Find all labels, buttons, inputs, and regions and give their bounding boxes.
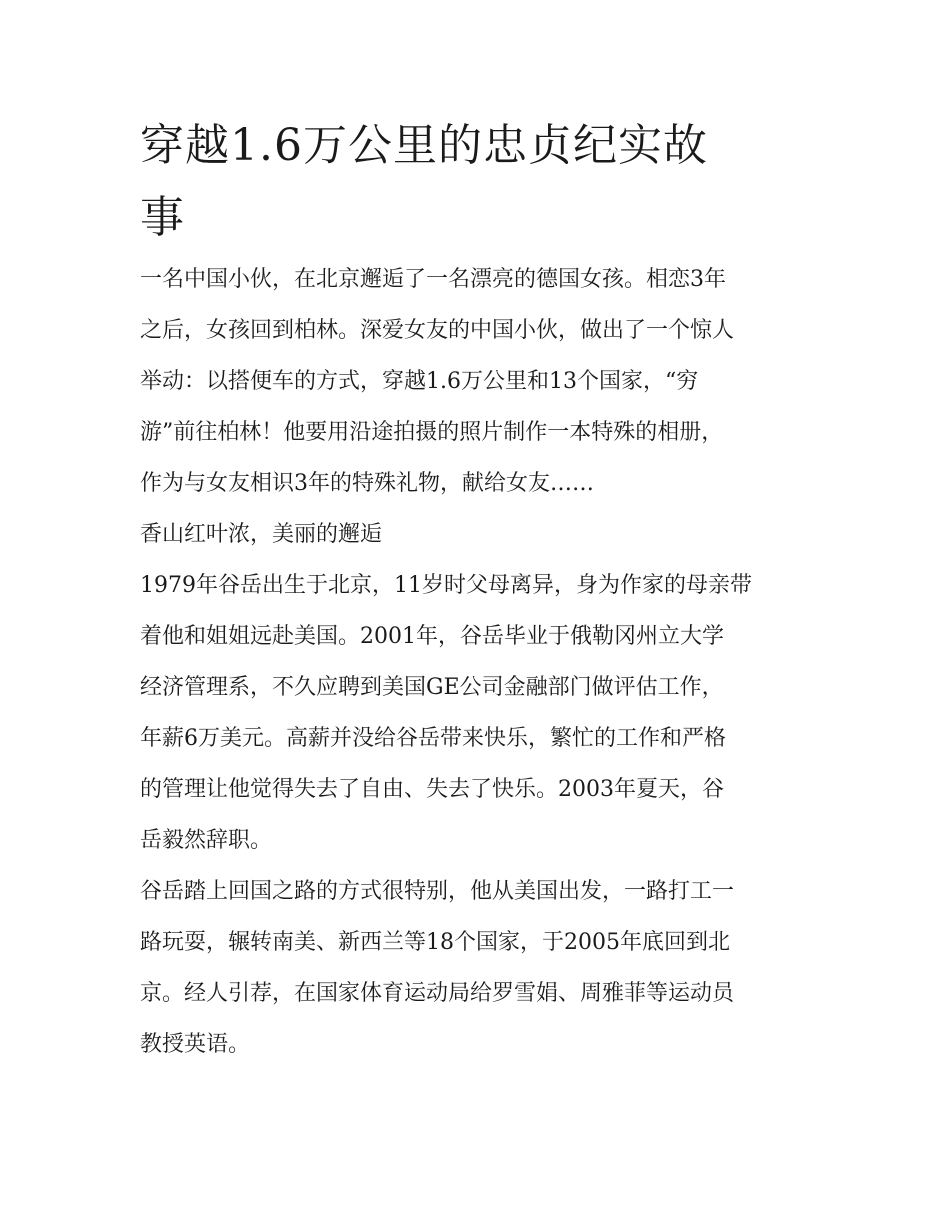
section-subheading — [140, 509, 812, 560]
text-line: 京。经人引荐，在国家体育运动局给罗雪娟、周雅菲等运动员 — [140, 981, 735, 1006]
title-line: 穿越1.6万公里的忠贞纪实故 — [140, 120, 708, 171]
text-line: 岳毅然辞职。 — [140, 828, 273, 853]
text-line: 作为与女友相识3年的特殊礼物，献给女友…… — [140, 471, 594, 496]
article-title — [140, 110, 812, 254]
text-line: 着他和姐姐远赴美国。2001年，谷岳毕业于俄勒冈州立大学 — [140, 624, 724, 649]
text-line: 教授英语。 — [140, 1032, 251, 1057]
subheading-text: 香山红叶浓，美丽的邂逅 — [140, 522, 383, 547]
text-line: 1979年谷岳出生于北京，11岁时父母离异，身为作家的母亲带 — [140, 573, 752, 598]
text-line: 一名中国小伙，在北京邂逅了一名漂亮的德国女孩。相恋3年 — [140, 267, 726, 292]
title-line: 事 — [140, 192, 185, 243]
text-line: 路玩耍，辗转南美、新西兰等18个国家，于2005年底回到北 — [140, 930, 730, 955]
lead-paragraph — [140, 254, 812, 509]
document-page — [140, 110, 812, 1070]
body-paragraph-2 — [140, 866, 812, 1070]
body-paragraph-1 — [140, 560, 812, 866]
text-line: 年薪6万美元。高薪并没给谷岳带来快乐，繁忙的工作和严格 — [140, 726, 726, 751]
text-line: 的管理让他觉得失去了自由、失去了快乐。2003年夏天，谷 — [140, 777, 724, 802]
text-line: 谷岳踏上回国之路的方式很特别，他从美国出发，一路打工一 — [140, 879, 735, 904]
text-line: 游”前往柏林！他要用沿途拍摄的照片制作一本特殊的相册， — [140, 420, 724, 445]
text-line: 经济管理系，不久应聘到美国GE公司金融部门做评估工作， — [140, 675, 724, 700]
text-line: 举动：以搭便车的方式，穿越1.6万公里和13个国家，“穷 — [140, 369, 699, 394]
text-line: 之后，女孩回到柏林。深爱女友的中国小伙，做出了一个惊人 — [140, 318, 735, 343]
